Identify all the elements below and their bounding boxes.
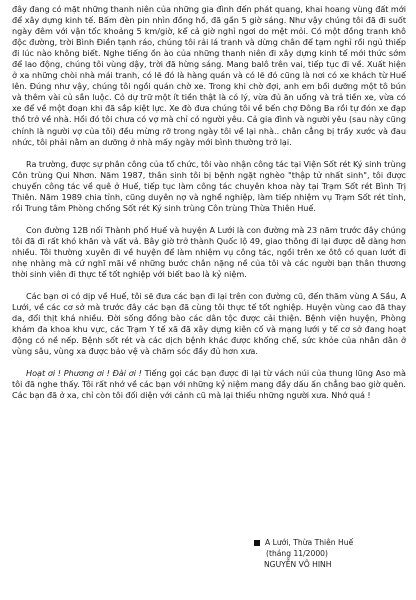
paragraph-3: Con đường 12B nối Thành phố Huế và huyện A Lưới là con đường mà 23 năm trước đây chúng tôi đã đi rất khó khăn và vất vả. Bây giờ trở thành Quốc lộ 49, giao thông đi lại được dễ dàng hơn nhiều. Tôi thường xuyên đi về huyện để làm nhiệm vụ công tác, ngồi trên xe ôtô có quan lướt đi nhẹ nhàng mà cứ nghĩ mãi về những bước chân nặng nề của tôi và các người bạn thân thương thời sinh viên đi thực tế tốt nghiệp với biết bao là kỷ niệm. [12, 224, 406, 280]
paragraph-5 [12, 368, 406, 401]
paragraph-5-lead: Hoạt ơi ! Phương ơi ! Đài ơi ! [26, 368, 142, 379]
signature-date: (tháng 11/2000) [266, 549, 328, 558]
paragraph-1: đây đang có mặt những thanh niên của những gia đình đến phát quang, khai hoang vùng đất mới để xây dựng kinh tế. Bấm đèn pin nhìn đồng hồ, đã gần 5 giờ sáng. Như vậy chúng tôi đã đi suốt ngày đêm với vận tốc khoảng 5 km/giờ, kể cả giờ nghỉ ngơi do mệt mỏi. Có một đồng tranh khô độc đường, trời Bình Điền tạnh ráo, chúng tôi rải lá tranh và dừng chân để tạm nghỉ rồi ngủ thiếp đi lúc nào không biết. Nghe tiếng ồn ào của những thanh niên đi xây dựng kinh tế mới thức sớm để lao động, chúng tôi vùng dậy, trời đã hừng sáng. Mang balô trên vai, tiếp tục đi về. Xuất hiện ở xa những chòi nhà mái tranh, có lẽ đó là hàng quán và có lẽ đó cũng là nơi có xe khách từ Huế lên. Đúng như vậy, chúng tôi ngồi quán chờ xe. Trong khi chờ đợi, anh em bồi dưỡng một tô bún và thêm vài củ sắn luộc. Cỏ dự trữ một ít tiền thật là có lý, vừa đủ ăn uống và trả tiền xe, vừa có xe để về một đoạn khi đã sắp kiệt lực. Xe đò đưa chúng tôi về bến chợ Đông Ba rồi tự đón xe đạp thồ trở về nhà. Hồi đó tôi chưa có vợ mà chỉ có người yêu. Cả gia đình và người yêu (sau này cũng chính là người vợ của tôi) đều mừng rỡ trong ngày tôi về lại nhà.. chân cẳng bị trầy xước và đau nhức, tôi phải nằm an dưỡng ở nhà mấy ngày mới bình thường trở lại. [12, 4, 406, 147]
paragraph-5-text: Tiếng gọi các bạn được đi lại từ vách núi của thung lũng Aso mà tôi đã nghe thấy. Tôi rất nhớ về các bạn với những kỷ niệm mang đầy dấu ấn chẳng bao giờ quên. Các bạn đã ở xa, chỉ còn tôi đối diện với cảnh cũ mà lại thiếu những người xưa. Nhớ quá ! [12, 368, 406, 401]
signature-author: NGUYỄN VÕ HINH [264, 560, 332, 569]
paragraph-2: Ra trường, được sự phân công của tổ chức, tôi vào nhận công tác tại Viện Sốt rét Ký sinh trùng Côn trùng Qui Nhơn. Năm 1987, thân sinh tôi bị bệnh ngặt nghèo "thập tử nhất sinh", tôi được chuyển công tác về quê ở Huế, tiếp tục làm công tác chuyên khoa này tại Trạm Sốt rét Bình Trị Thiên. Năm 1989 chia tỉnh, cũng duyên nợ và nghề nghiệp, làm tiếp nhiệm vụ Trạm Sốt rét tỉnh, rồi Trung tâm Phòng chống Sốt rét Ký sinh trùng Côn trùng Thừa Thiên Huế. [12, 158, 406, 213]
signature-block [252, 537, 353, 570]
bullet-square-icon [254, 540, 260, 546]
signature-place: A Lưới, Thừa Thiên Huế [265, 538, 354, 547]
paragraph-4: Các bạn ơi có dịp về Huế, tôi sẽ đưa các bạn đi lại trên con đường cũ, đến thăm vùng A Sầu, A Lưới, về các cơ sở mà trước đây các bạn đã cùng tôi thực tế tốt nghiệp. Huyện vùng cao đã thay da, đổi thịt khá nhiều. Đời sống đồng bào các dân tộc được cải thiện. Bệnh viện huyện, Phòng khám đa khoa khu vực, các Trạm Y tế xã đã xây dựng kiên cố và mạng lưới y tế cơ sở đang hoạt động có nề nếp. Bệnh sốt rét và các dịch bệnh khác được khống chế, sức khỏe của nhân dân ở vùng sâu, vùng xa được bảo vệ và chăm sóc đầy đủ hơn xưa. [12, 291, 406, 357]
